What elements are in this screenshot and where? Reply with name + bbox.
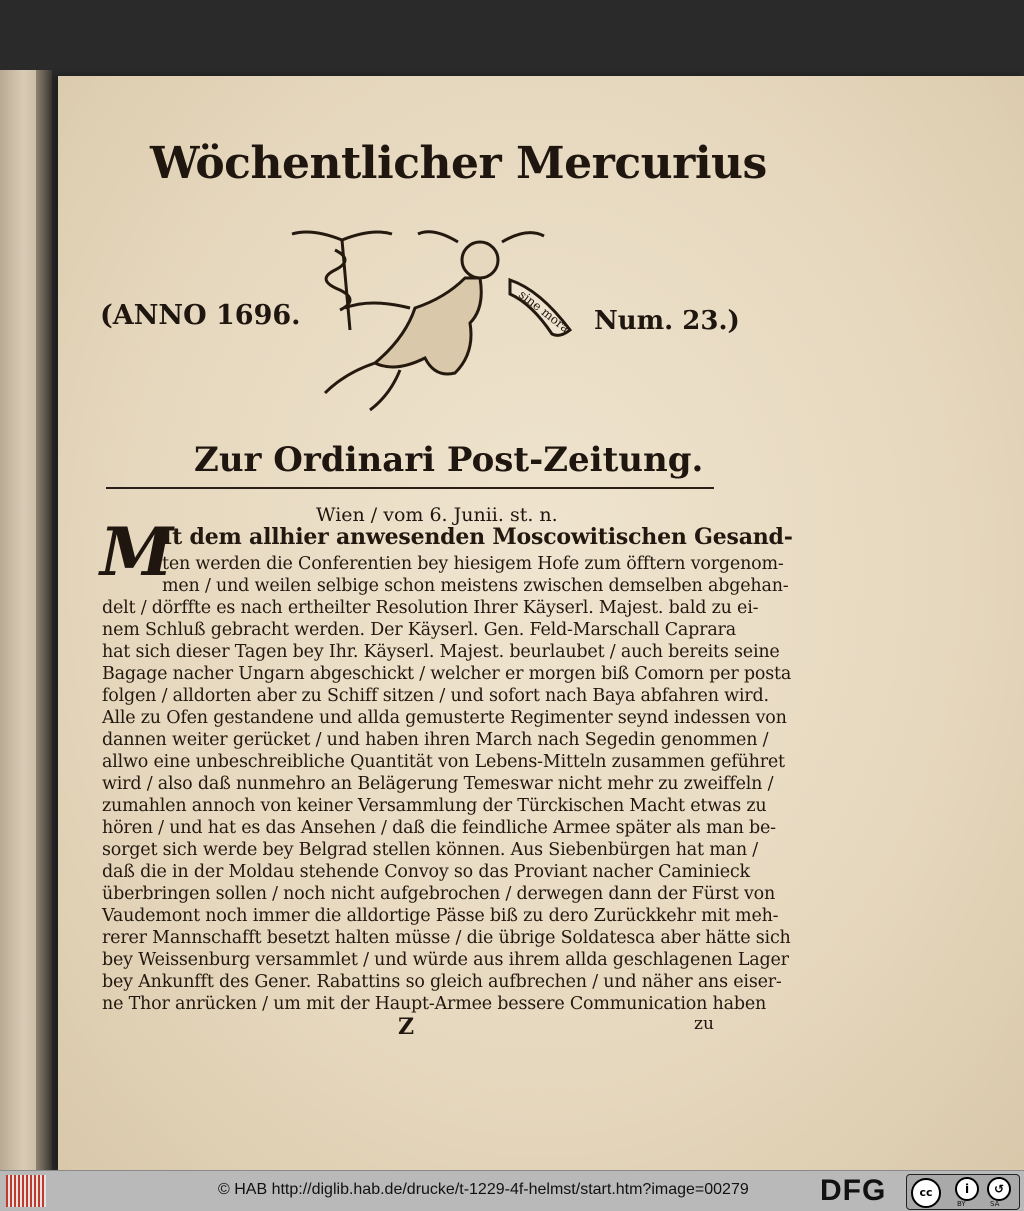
mercury-body [375, 278, 481, 374]
dateline: Wien / vom 6. Junii. st. n. [316, 504, 558, 526]
article-line: hören / und hat es das Ansehen / daß die feindliche Armee später als man be- [102, 818, 776, 838]
article-line: hat sich dieser Tagen bey Ihr. Käyserl. Majest. beurlaubet / auch bereits seine [102, 642, 780, 662]
article-line: bey Ankunfft des Gener. Rabattins so gleich aufbrechen / und näher ans eiser- [102, 972, 782, 992]
masthead-title: Wöchentlicher Mercurius [150, 138, 767, 189]
article-line: zumahlen annoch von keiner Versammlung der Türckischen Macht etwas zu [102, 796, 767, 816]
article-line: Vaudemont noch immer die alldortige Pässe biß zu dero Zurückkehr mit meh- [102, 906, 779, 926]
article-line: sorget sich werde bey Belgrad stellen können. Aus Siebenbürgen hat man / [102, 840, 758, 860]
issue-number: Num. 23.) [594, 306, 740, 336]
mercury-legs [325, 363, 400, 410]
article-line: ten werden die Conferentien bey hiesigem Hofe zum öfftern vorgenom- [162, 554, 784, 574]
article-line: It dem allhier anwesenden Moscowitischen Gesand- [162, 524, 793, 550]
article-line: überbringen sollen / noch nicht aufgebrochen / derwegen dann der Fürst von [102, 884, 776, 904]
dfg-logo[interactable]: DFG [820, 1174, 887, 1207]
mercury-illustration [280, 220, 590, 430]
cc-icon: cc [911, 1178, 941, 1208]
left-page-edge [0, 70, 52, 1170]
article-line: nem Schluß gebracht werden. Der Käyserl. Gen. Feld-Marschall Caprara [102, 620, 736, 640]
sa-icon: ↺ [987, 1177, 1011, 1201]
helmet-wings [418, 232, 544, 242]
scroll-motto: sine mora [516, 287, 573, 336]
subtitle: Zur Ordinari Post-Zeitung. [194, 440, 704, 480]
mercury-head [462, 242, 498, 278]
cc-license-badge[interactable] [906, 1174, 1020, 1210]
source-link[interactable]: © HAB http://diglib.hab.de/drucke/t-1229-4f-helmst/start.htm?image=00279 [218, 1181, 749, 1198]
sa-label: SA [990, 1200, 1000, 1208]
article-line: allwo eine unbeschreibliche Quantität von Lebens-Mitteln zusammen geführet [102, 752, 785, 772]
article-line: rerer Mannschafft besetzt halten müsse / die übrige Soldatesca aber hätte sich [102, 928, 791, 948]
article-line: delt / dörffte es nach ertheilter Resolution Ihrer Käyserl. Majest. bald zu ei- [102, 598, 759, 618]
article-line: Bagage nacher Ungarn abgeschickt / welcher er morgen biß Comorn per posta [102, 664, 792, 684]
article-line: daß die in der Moldau stehende Convoy so das Proviant nacher Caminieck [102, 862, 750, 882]
catchword: zu [694, 1014, 714, 1034]
hab-logo-icon[interactable] [6, 1175, 46, 1207]
caduceus-wings [292, 232, 392, 240]
article-line: folgen / alldorten aber zu Schiff sitzen / und sofort nach Baya abfahren wird. [102, 686, 769, 706]
by-label: BY [957, 1200, 966, 1208]
divider-rule [106, 487, 714, 489]
article-line: ne Thor anrücken / um mit der Haupt-Armee bessere Communication haben [102, 994, 767, 1014]
drop-cap: M [100, 513, 174, 591]
article-line: wird / also daß nunmehro an Belägerung Temeswar nicht mehr zu zweiffeln / [102, 774, 774, 794]
article-line: men / und weilen selbige schon meistens zwischen demselben abgehan- [162, 576, 789, 596]
caduceus-staff [342, 240, 350, 330]
viewer-footer [0, 1170, 1024, 1211]
article-line: Alle zu Ofen gestandene und allda gemusterte Regimenter seynd indessen von [102, 708, 787, 728]
article-line: dannen weiter gerücket / und haben ihren March nach Segedin genommen / [102, 730, 769, 750]
article-line: bey Weissenburg versammlet / und würde aus ihrem allda geschlagenen Lager [102, 950, 789, 970]
mercury-arm [345, 303, 410, 308]
by-icon: i [955, 1177, 979, 1201]
signature-mark: Z [398, 1014, 415, 1040]
year-label: (ANNO 1696. [100, 300, 301, 331]
